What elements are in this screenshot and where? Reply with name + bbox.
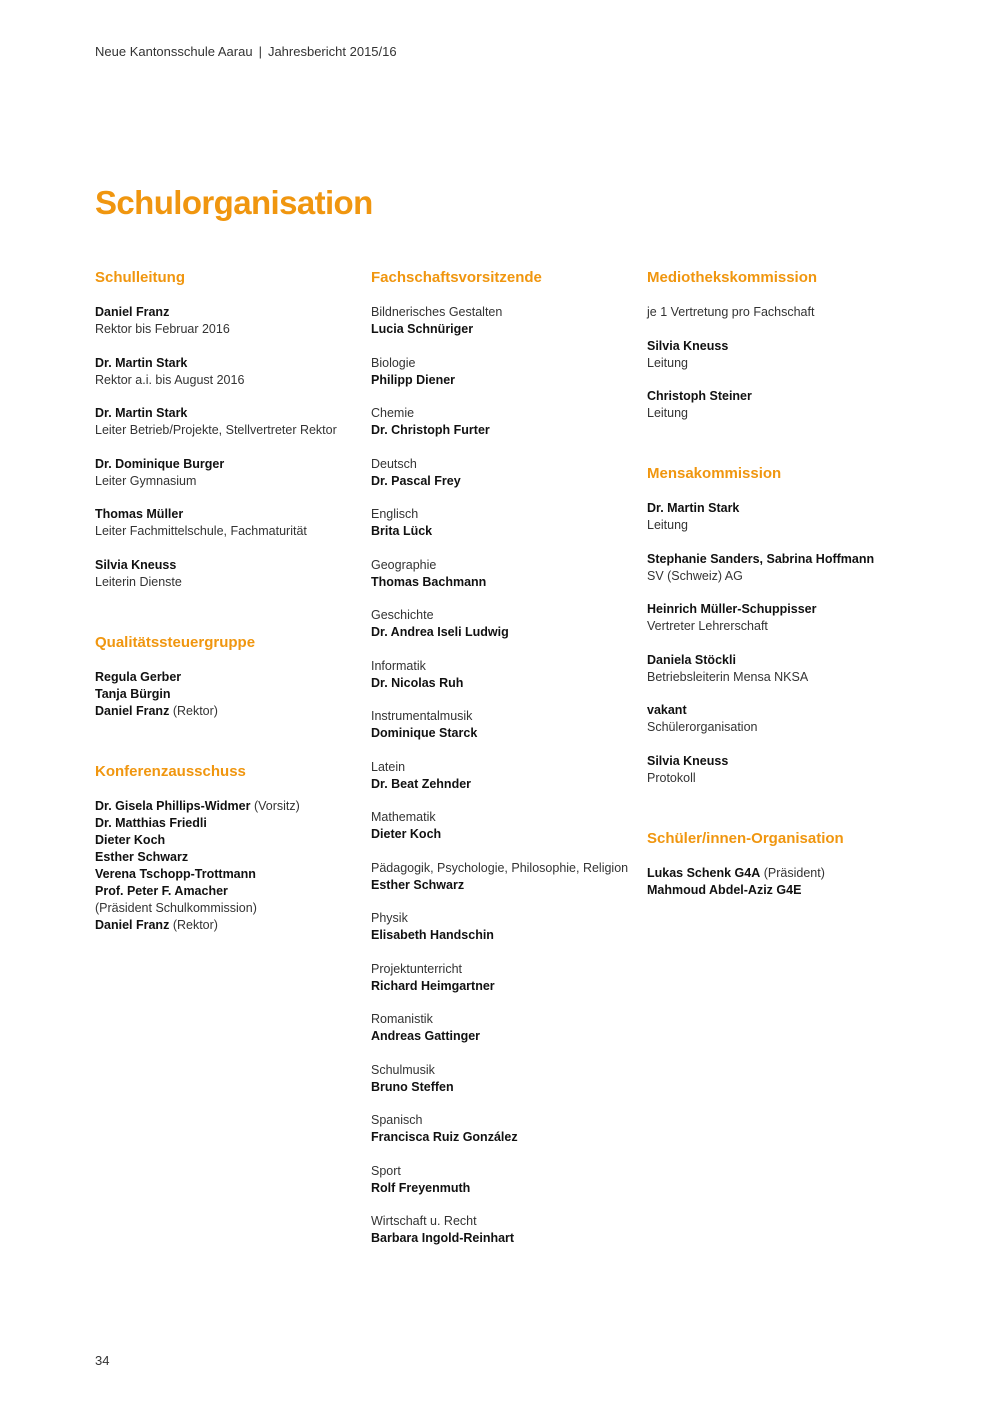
member-name: Daniel Franz bbox=[95, 917, 170, 932]
subject-name: Romanistik bbox=[371, 1012, 433, 1026]
chair-name: Thomas Bachmann bbox=[371, 574, 487, 589]
member-name: Esther Schwarz bbox=[95, 849, 189, 864]
person-role: Betriebsleiterin Mensa NKSA bbox=[647, 669, 809, 684]
person-name: Dr. Martin Stark bbox=[95, 406, 188, 420]
section-heading: Konferenzausschuss bbox=[95, 762, 246, 780]
subject-name: Physik bbox=[371, 911, 408, 925]
chair-name: Elisabeth Handschin bbox=[371, 928, 494, 942]
member-name: Tanja Bürgin bbox=[95, 686, 171, 701]
person-name: vakant bbox=[647, 703, 687, 717]
section-heading: Schulleitung bbox=[95, 269, 185, 286]
member-line bbox=[95, 815, 365, 832]
member-name: Prof. Peter F. Amacher bbox=[95, 883, 228, 898]
subject-name: Englisch bbox=[371, 507, 419, 521]
person-name: Christoph Steiner bbox=[647, 389, 752, 403]
subject-entry bbox=[371, 304, 641, 338]
member-name: Lukas Schenk G4A bbox=[647, 865, 761, 880]
person-role: Protokoll bbox=[647, 770, 696, 785]
chair-name: Richard Heimgartner bbox=[371, 978, 495, 993]
person-name: Dr. Martin Stark bbox=[647, 501, 740, 515]
section-heading: Mediothekskommission bbox=[647, 269, 818, 286]
subject-name: Schulmusik bbox=[371, 1062, 435, 1077]
person-role: Leitung bbox=[647, 355, 689, 370]
member-line bbox=[95, 686, 365, 703]
section-mensakommission bbox=[647, 464, 947, 787]
member-note: (Rektor) bbox=[172, 703, 218, 718]
subject-entry bbox=[371, 860, 641, 894]
section-heading: Mensakommission bbox=[647, 465, 782, 482]
member-line bbox=[95, 849, 365, 866]
subject-name: Deutsch bbox=[371, 456, 417, 471]
subject-name: Pädagogik, Psychologie, Philosophie, Religion bbox=[371, 860, 629, 875]
subject-entry bbox=[371, 1011, 641, 1045]
member-note: (Präsident Schulkommission) bbox=[95, 900, 257, 915]
page-number: 34 bbox=[95, 1353, 110, 1368]
member-line bbox=[95, 917, 365, 934]
person-entry bbox=[95, 506, 365, 540]
subject-entry bbox=[371, 910, 641, 944]
person-entry bbox=[647, 551, 947, 585]
chair-name: Bruno Steffen bbox=[371, 1079, 454, 1094]
subject-name: Mathematik bbox=[371, 810, 436, 824]
member-line bbox=[647, 865, 947, 882]
person-entry bbox=[647, 652, 947, 686]
subject-entry bbox=[371, 355, 641, 389]
section-heading: Schüler/innen-Organisation bbox=[647, 829, 844, 847]
member-line bbox=[95, 798, 365, 815]
person-role: Leitung bbox=[647, 406, 689, 420]
header-school: Neue Kantonsschule Aarau bbox=[95, 44, 253, 59]
person-entry bbox=[95, 405, 365, 439]
person-name: Heinrich Müller-Schuppisser bbox=[647, 602, 817, 616]
person-role: Leiter Fachmittelschule, Fachmaturität bbox=[95, 524, 307, 538]
person-entry bbox=[95, 304, 365, 338]
chair-name: Dr. Christoph Furter bbox=[371, 423, 490, 437]
member-line bbox=[95, 832, 365, 849]
person-role: SV (Schweiz) AG bbox=[647, 568, 743, 583]
member-name: Dr. Matthias Friedli bbox=[95, 815, 207, 830]
member-name: Dieter Koch bbox=[95, 832, 166, 847]
subject-entry bbox=[371, 557, 641, 591]
person-role: Vertreter Lehrerschaft bbox=[647, 619, 768, 633]
chair-name: Barbara Ingold-Reinhart bbox=[371, 1231, 515, 1245]
subject-name: Latein bbox=[371, 759, 406, 774]
column-middle bbox=[371, 268, 641, 1289]
member-name: Regula Gerber bbox=[95, 669, 182, 684]
person-entry bbox=[647, 338, 947, 372]
member-line bbox=[95, 703, 365, 720]
subject-name: Geschichte bbox=[371, 608, 434, 622]
person-role: Leitung bbox=[647, 518, 689, 532]
chair-name: Francisca Ruiz González bbox=[371, 1130, 518, 1144]
intro-entry bbox=[647, 304, 947, 321]
chair-name: Philipp Diener bbox=[371, 372, 456, 387]
person-entry bbox=[647, 702, 947, 736]
subject-name: Bildnerisches Gestalten bbox=[371, 305, 503, 319]
chair-name: Brita Lück bbox=[371, 524, 433, 538]
person-name: Dr. Dominique Burger bbox=[95, 456, 225, 471]
running-header bbox=[95, 44, 397, 59]
person-entry bbox=[95, 456, 365, 490]
subject-name: Spanisch bbox=[371, 1113, 423, 1127]
chair-name: Andreas Gattinger bbox=[371, 1029, 481, 1043]
page-title: Schulorganisation bbox=[95, 184, 373, 221]
person-role: Rektor a.i. bis August 2016 bbox=[95, 372, 245, 387]
person-role: Leiter Gymnasium bbox=[95, 473, 197, 488]
section-heading: Qualitätssteuergruppe bbox=[95, 633, 256, 651]
person-role: Leiter Betrieb/Projekte, Stellvertreter Rektor bbox=[95, 423, 337, 437]
person-name: Daniela Stöckli bbox=[647, 652, 736, 667]
chair-name: Esther Schwarz bbox=[371, 877, 465, 892]
person-entry bbox=[95, 355, 365, 389]
subject-name: Biologie bbox=[371, 355, 416, 370]
member-line bbox=[647, 882, 947, 899]
person-entry bbox=[95, 557, 365, 591]
person-entry bbox=[647, 753, 947, 787]
person-entry bbox=[647, 388, 947, 422]
member-note: (Rektor) bbox=[172, 917, 218, 932]
subject-entry bbox=[371, 1062, 641, 1096]
person-entry bbox=[647, 601, 947, 635]
subject-entry bbox=[371, 405, 641, 439]
section-schulleitung bbox=[95, 268, 365, 591]
section-qualitaetssteuergruppe bbox=[95, 633, 365, 720]
chair-name: Dr. Nicolas Ruh bbox=[371, 675, 464, 690]
chair-name: Lucia Schnüriger bbox=[371, 322, 474, 336]
person-entry bbox=[647, 500, 947, 534]
section-heading: Fachschaftsvorsitzende bbox=[371, 269, 542, 286]
subject-entry bbox=[371, 1163, 641, 1197]
member-name: Dr. Gisela Phillips-Widmer bbox=[95, 798, 251, 813]
column-right bbox=[647, 268, 947, 941]
column-left bbox=[95, 268, 365, 976]
subject-entry bbox=[371, 708, 641, 742]
chair-name: Dr. Beat Zehnder bbox=[371, 776, 472, 791]
member-line bbox=[95, 883, 365, 900]
person-name: Silvia Kneuss bbox=[647, 753, 729, 768]
section-konferenzausschuss bbox=[95, 762, 365, 934]
chair-name: Dieter Koch bbox=[371, 827, 442, 841]
section-schueler-organisation bbox=[647, 829, 947, 899]
person-role: Rektor bis Februar 2016 bbox=[95, 322, 230, 336]
subject-name: Geographie bbox=[371, 557, 437, 572]
section-mediothekskommission bbox=[647, 268, 947, 422]
member-line bbox=[95, 669, 365, 686]
subject-name: Chemie bbox=[371, 406, 415, 420]
person-name: Stephanie Sanders, Sabrina Hoffmann bbox=[647, 551, 875, 566]
subject-name: Wirtschaft u. Recht bbox=[371, 1214, 477, 1228]
subject-entry bbox=[371, 1213, 641, 1247]
person-name: Thomas Müller bbox=[95, 507, 184, 521]
chair-name: Dominique Starck bbox=[371, 726, 478, 740]
subject-name: Informatik bbox=[371, 658, 426, 673]
person-role: Schülerorganisation bbox=[647, 720, 758, 734]
person-name: Silvia Kneuss bbox=[95, 557, 177, 572]
subject-name: Instrumentalmusik bbox=[371, 709, 473, 723]
subject-name: Projektunterricht bbox=[371, 961, 463, 976]
chair-name: Dr. Pascal Frey bbox=[371, 473, 461, 488]
subject-entry bbox=[371, 658, 641, 692]
subject-entry bbox=[371, 607, 641, 641]
chair-name: Rolf Freyenmuth bbox=[371, 1180, 471, 1195]
subject-entry bbox=[371, 759, 641, 793]
chair-name: Dr. Andrea Iseli Ludwig bbox=[371, 625, 509, 639]
subject-entry bbox=[371, 506, 641, 540]
section-fachschaftsvorsitzende bbox=[371, 268, 641, 1247]
member-note: (Vorsitz) bbox=[253, 798, 300, 813]
person-role: Leiterin Dienste bbox=[95, 574, 182, 589]
member-name: Daniel Franz bbox=[95, 703, 170, 718]
member-name: Verena Tschopp-Trottmann bbox=[95, 866, 256, 881]
member-note: (Präsident) bbox=[763, 865, 825, 880]
person-name: Daniel Franz bbox=[95, 305, 170, 319]
person-name: Dr. Martin Stark bbox=[95, 355, 188, 370]
subject-entry bbox=[371, 809, 641, 843]
subject-entry bbox=[371, 456, 641, 490]
member-line bbox=[95, 900, 365, 917]
subject-entry bbox=[371, 1112, 641, 1146]
intro-text: je 1 Vertretung pro Fachschaft bbox=[647, 305, 815, 319]
person-name: Silvia Kneuss bbox=[647, 338, 729, 353]
header-separator: | bbox=[258, 44, 262, 59]
header-report: Jahresbericht 2015/16 bbox=[267, 44, 397, 59]
member-name: Mahmoud Abdel-Aziz G4E bbox=[647, 882, 802, 897]
subject-entry bbox=[371, 961, 641, 995]
subject-name: Sport bbox=[371, 1163, 401, 1178]
member-line bbox=[95, 866, 365, 883]
